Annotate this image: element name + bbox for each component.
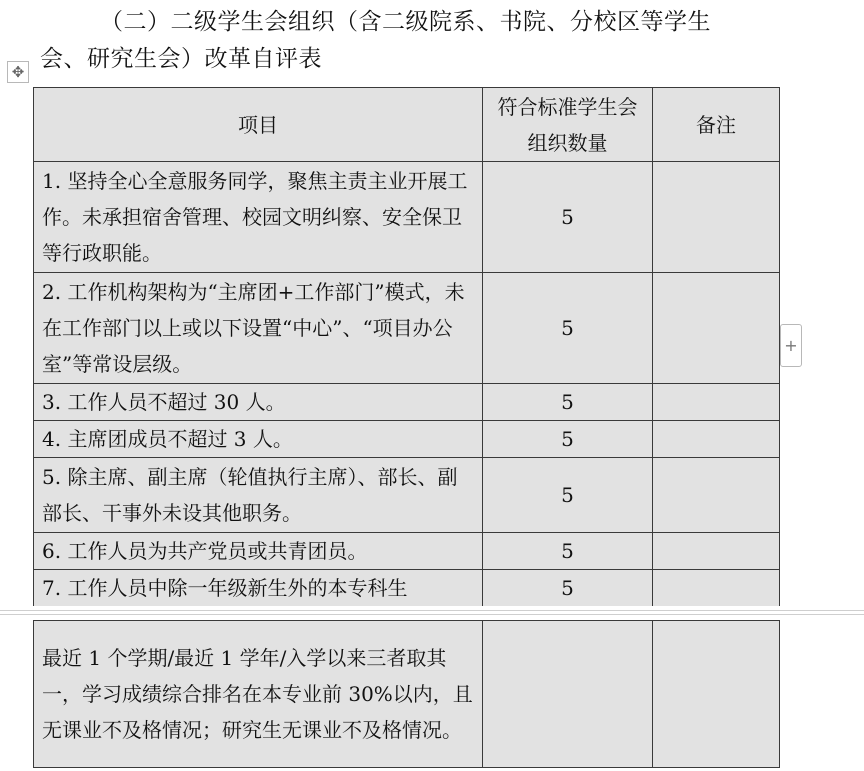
- row-note[interactable]: [653, 533, 780, 570]
- row-item[interactable]: 4. 主席团成员不超过 3 人。: [34, 421, 483, 458]
- row-count[interactable]: 5: [483, 162, 653, 273]
- row-note[interactable]: [653, 570, 780, 607]
- table-row: [34, 162, 780, 273]
- table-bottom-border: [33, 767, 779, 768]
- table-row: [34, 458, 780, 533]
- row-count[interactable]: 5: [483, 458, 653, 533]
- table-row: [34, 421, 780, 458]
- row-count[interactable]: [483, 621, 653, 768]
- add-column-icon[interactable]: +: [780, 324, 802, 367]
- row-item[interactable]: 最近 1 个学期/最近 1 学年/入学以来三者取其一，学习成绩综合排名在本专业前 30%以内，且无课业不及格情况；研究生无课业不及格情况。: [34, 621, 483, 768]
- row-count[interactable]: 5: [483, 533, 653, 570]
- row-item[interactable]: 2. 工作机构架构为“主席团+工作部门”模式，未在工作部门以上或以下设置“中心”、“项目办公室”等常设层级。: [34, 273, 483, 384]
- row-count[interactable]: 5: [483, 384, 653, 421]
- row-note[interactable]: [653, 273, 780, 384]
- row-item[interactable]: 3. 工作人员不超过 30 人。: [34, 384, 483, 421]
- heading-line-1: （二）二级学生会组织（含二级院系、书院、分校区等学生: [100, 9, 711, 35]
- row-item[interactable]: 6. 工作人员为共产党员或共青团员。: [34, 533, 483, 570]
- header-note: 备注: [653, 88, 780, 162]
- table-row: [34, 621, 780, 768]
- table-move-handle-icon[interactable]: ✥: [7, 61, 29, 83]
- table-row: [34, 533, 780, 570]
- table-row: [34, 384, 780, 421]
- row-note[interactable]: [653, 421, 780, 458]
- row-count[interactable]: 5: [483, 570, 653, 607]
- row-item[interactable]: 5. 除主席、副主席（轮值执行主席）、部长、副部长、干事外未设其他职务。: [34, 458, 483, 533]
- row-note[interactable]: [653, 384, 780, 421]
- row-count[interactable]: 5: [483, 421, 653, 458]
- header-count: 符合标准学生会组织数量: [483, 88, 653, 162]
- row-note[interactable]: [653, 458, 780, 533]
- row-item[interactable]: 7. 工作人员中除一年级新生外的本专科生: [34, 570, 483, 607]
- table-row: [34, 273, 780, 384]
- heading-line-2: 会、研究生会）改革自评表: [40, 46, 322, 72]
- header-row: [34, 88, 780, 162]
- header-item: 项目: [34, 88, 483, 162]
- row-item[interactable]: 1. 坚持全心全意服务同学，聚焦主责主业开展工作。未承担宿舍管理、校园文明纠察、安全保卫等行政职能。: [34, 162, 483, 273]
- section-heading: [40, 4, 800, 78]
- self-evaluation-table-continued: [33, 620, 780, 768]
- row-note[interactable]: [653, 621, 780, 768]
- self-evaluation-table: [33, 87, 780, 607]
- table-row: [34, 570, 780, 607]
- row-count[interactable]: 5: [483, 273, 653, 384]
- page-break: [0, 606, 864, 620]
- row-note[interactable]: [653, 162, 780, 273]
